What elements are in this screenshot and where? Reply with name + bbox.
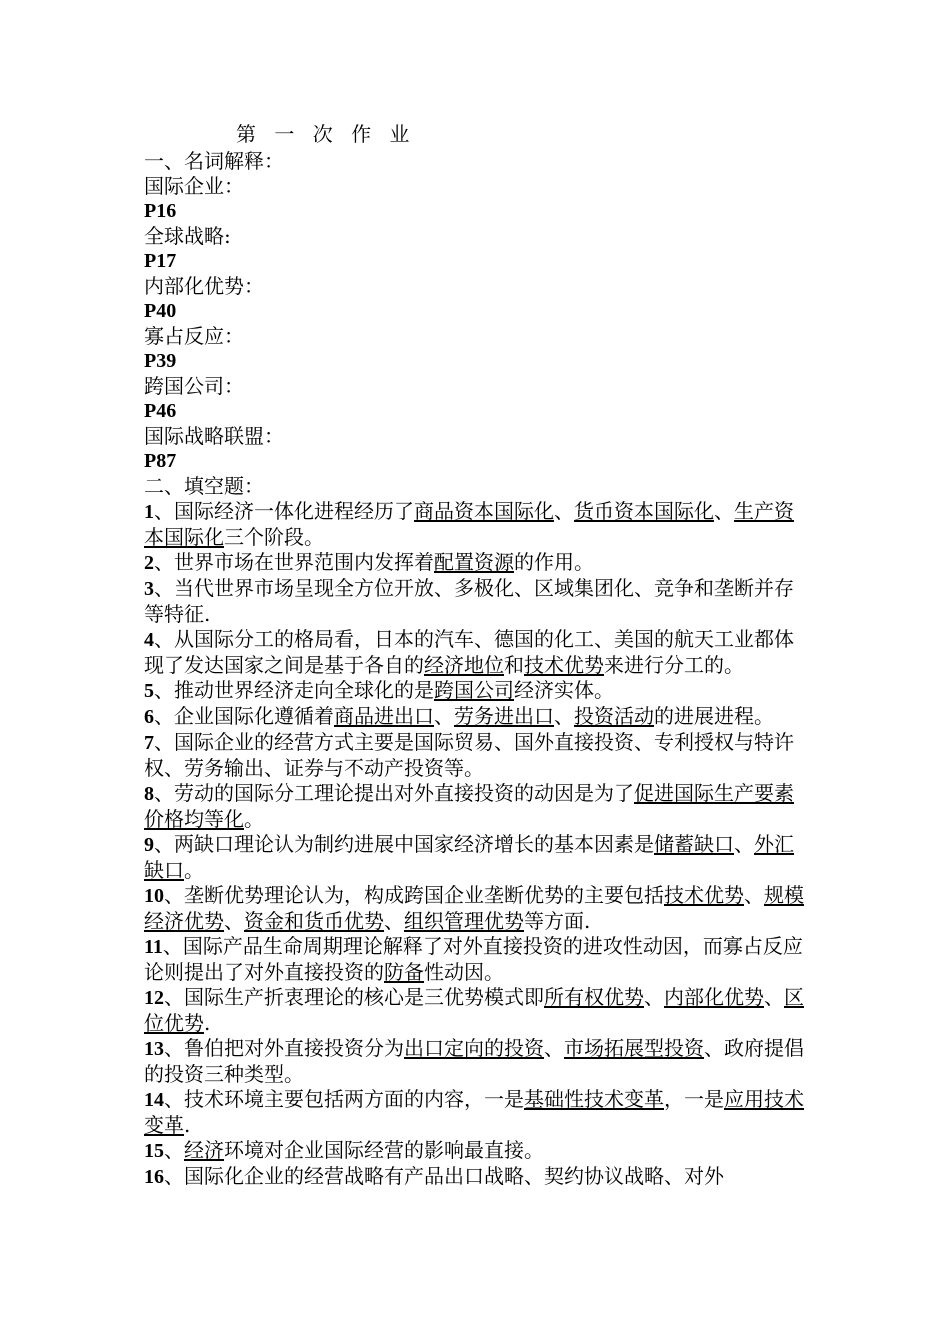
list-item (144, 576, 809, 627)
answer-text: 劳务进出口 (454, 704, 554, 728)
term-list (144, 174, 809, 474)
item-text: 等方面. (524, 909, 591, 933)
item-text: 、两缺口理论认为制约进展中国家经济增长的基本因素是 (154, 832, 654, 856)
list-item (144, 1036, 809, 1087)
item-text: 、鲁伯把对外直接投资分为 (164, 1036, 404, 1060)
item-text: 、从国际分工的格局看，日本的汽车、德国的化工、美国的航天工业都体现了发达国家之间是基于各自的 (144, 627, 794, 677)
list-item (144, 730, 809, 781)
list-item (144, 678, 809, 704)
item-text: 。 (244, 807, 264, 831)
item-number: 8 (144, 783, 154, 805)
item-text: 。 (184, 858, 204, 882)
item-text: 、 (554, 704, 574, 728)
answer-text: 市场拓展型投资 (564, 1036, 704, 1060)
answer-text: 所有权优势 (544, 985, 644, 1009)
page-title: 第 一 次 作 业 (236, 122, 416, 146)
term-page-ref: P40 (144, 300, 177, 322)
list-item (144, 985, 809, 1036)
item-text: 、 (714, 499, 734, 523)
item-text: 、 (384, 909, 404, 933)
section1-heading: 一、名词解释： (144, 149, 284, 173)
item-text: . (204, 1011, 211, 1035)
item-text: 、推动世界经济走向全球化的是 (154, 678, 434, 702)
answer-text: 防备 (384, 960, 424, 984)
list-item (144, 1164, 809, 1190)
item-number: 14 (144, 1089, 164, 1111)
item-text: 、政府提倡的投资三种类型。 (144, 1036, 804, 1086)
answer-text: 组织管理优势 (404, 909, 524, 933)
list-item (144, 1138, 809, 1164)
item-text: 的进展进程。 (654, 704, 774, 728)
item-number: 4 (144, 629, 154, 651)
list-item (144, 832, 809, 883)
item-number: 9 (144, 834, 154, 856)
term-label: 寡占反应： (144, 324, 244, 348)
term-label: 内部化优势： (144, 274, 264, 298)
item-text: 、技术环境主要包括两方面的内容，一是 (164, 1087, 524, 1111)
item-text: 环境对企业国际经营的影响最直接。 (224, 1138, 544, 1162)
item-text: 三个阶段。 (224, 525, 324, 549)
list-item (144, 883, 809, 934)
term-label: 跨国公司： (144, 374, 244, 398)
answer-text: 经济 (184, 1138, 224, 1162)
item-text: 、 (644, 985, 664, 1009)
item-number: 1 (144, 501, 154, 523)
answer-text: 储蓄缺口 (654, 832, 734, 856)
list-item (144, 1087, 809, 1138)
item-number: 16 (144, 1166, 164, 1188)
answer-text: 促进国际生产要素价格均等化 (144, 781, 794, 831)
answer-text: 区位优势 (144, 985, 804, 1035)
item-text: 、企业国际化遵循着 (154, 704, 334, 728)
list-item (144, 627, 809, 678)
section2-heading: 二、填空题： (144, 474, 264, 498)
answer-text: 资金和货币优势 (244, 909, 384, 933)
item-text: 、 (554, 499, 574, 523)
item-text: 和 (504, 653, 524, 677)
term-page-ref: P16 (144, 200, 177, 222)
answer-text: 跨国公司 (434, 678, 514, 702)
answer-text: 应用技术变革 (144, 1087, 804, 1137)
answer-text: 出口定向的投资 (404, 1036, 544, 1060)
answer-text: 投资活动 (574, 704, 654, 728)
term-label: 全球战略: (144, 224, 231, 248)
answer-text: 商品资本国际化 (414, 499, 554, 523)
item-text: . (184, 1113, 191, 1137)
answer-text: 外汇缺口 (144, 832, 794, 882)
answer-text: 基础性技术变革 (524, 1087, 664, 1111)
item-text: 、劳动的国际分工理论提出对外直接投资的动因是为了 (154, 781, 634, 805)
answer-text: 经济地位 (424, 653, 504, 677)
item-text: 、 (164, 1138, 184, 1162)
item-number: 13 (144, 1038, 164, 1060)
item-number: 3 (144, 578, 154, 600)
item-text: 的作用。 (514, 550, 594, 574)
term-label: 国际企业： (144, 174, 244, 198)
item-text: 来进行分工的。 (604, 653, 744, 677)
item-text: 、 (544, 1036, 564, 1060)
item-text: 、 (744, 883, 764, 907)
item-text: 经济实体。 (514, 678, 614, 702)
term-page-ref: P39 (144, 350, 177, 372)
term-page-ref: P87 (144, 450, 177, 472)
answer-text: 货币资本国际化 (574, 499, 714, 523)
item-text: 、垄断优势理论认为，构成跨国企业垄断优势的主要包括 (164, 883, 664, 907)
item-number: 12 (144, 987, 164, 1009)
answer-text: 配置资源 (434, 550, 514, 574)
item-number: 5 (144, 680, 154, 702)
item-number: 15 (144, 1140, 164, 1162)
item-number: 11 (144, 936, 163, 958)
item-text: 、国际经济一体化进程经历了 (154, 499, 414, 523)
item-text: 、 (224, 909, 244, 933)
item-text: 、 (764, 985, 784, 1009)
item-text: 、世界市场在世界范围内发挥着 (154, 550, 434, 574)
term-page-ref: P17 (144, 250, 177, 272)
answer-text: 技术优势 (524, 653, 604, 677)
item-text: 、 (434, 704, 454, 728)
list-item (144, 704, 809, 730)
answer-text: 内部化优势 (664, 985, 764, 1009)
answer-text: 商品进出口 (334, 704, 434, 728)
item-text: 、国际生产折衷理论的核心是三优势模式即 (164, 985, 544, 1009)
item-text: 、国际企业的经营方式主要是国际贸易、国外直接投资、专利授权与特许权、劳务输出、证券与不动产投资等。 (144, 730, 794, 780)
list-item (144, 781, 809, 832)
list-item (144, 499, 809, 550)
term-page-ref: P46 (144, 400, 177, 422)
item-text: 、 (734, 832, 754, 856)
item-text: 、当代世界市场呈现全方位开放、多极化、区域集团化、竞争和垄断并存等特征. (144, 576, 794, 626)
answer-text: 生产资本国际化 (144, 499, 794, 549)
item-number: 10 (144, 885, 164, 907)
item-text: 性动因。 (424, 960, 504, 984)
answer-text: 规模经济优势 (144, 883, 804, 933)
item-text: 、国际化企业的经营战略有产品出口战略、契约协议战略、对外 (164, 1164, 724, 1188)
fill-blank-list (144, 499, 809, 1190)
item-number: 6 (144, 706, 154, 728)
document-body (144, 122, 809, 1190)
list-item (144, 934, 809, 985)
list-item (144, 550, 809, 576)
item-number: 7 (144, 732, 154, 754)
term-label: 国际战略联盟： (144, 424, 284, 448)
item-text: ，一是 (664, 1087, 724, 1111)
answer-text: 技术优势 (664, 883, 744, 907)
item-text: 、国际产品生命周期理论解释了对外直接投资的进攻性动因，而寡占反应论则提出了对外直接投资的 (144, 934, 803, 984)
item-number: 2 (144, 552, 154, 574)
